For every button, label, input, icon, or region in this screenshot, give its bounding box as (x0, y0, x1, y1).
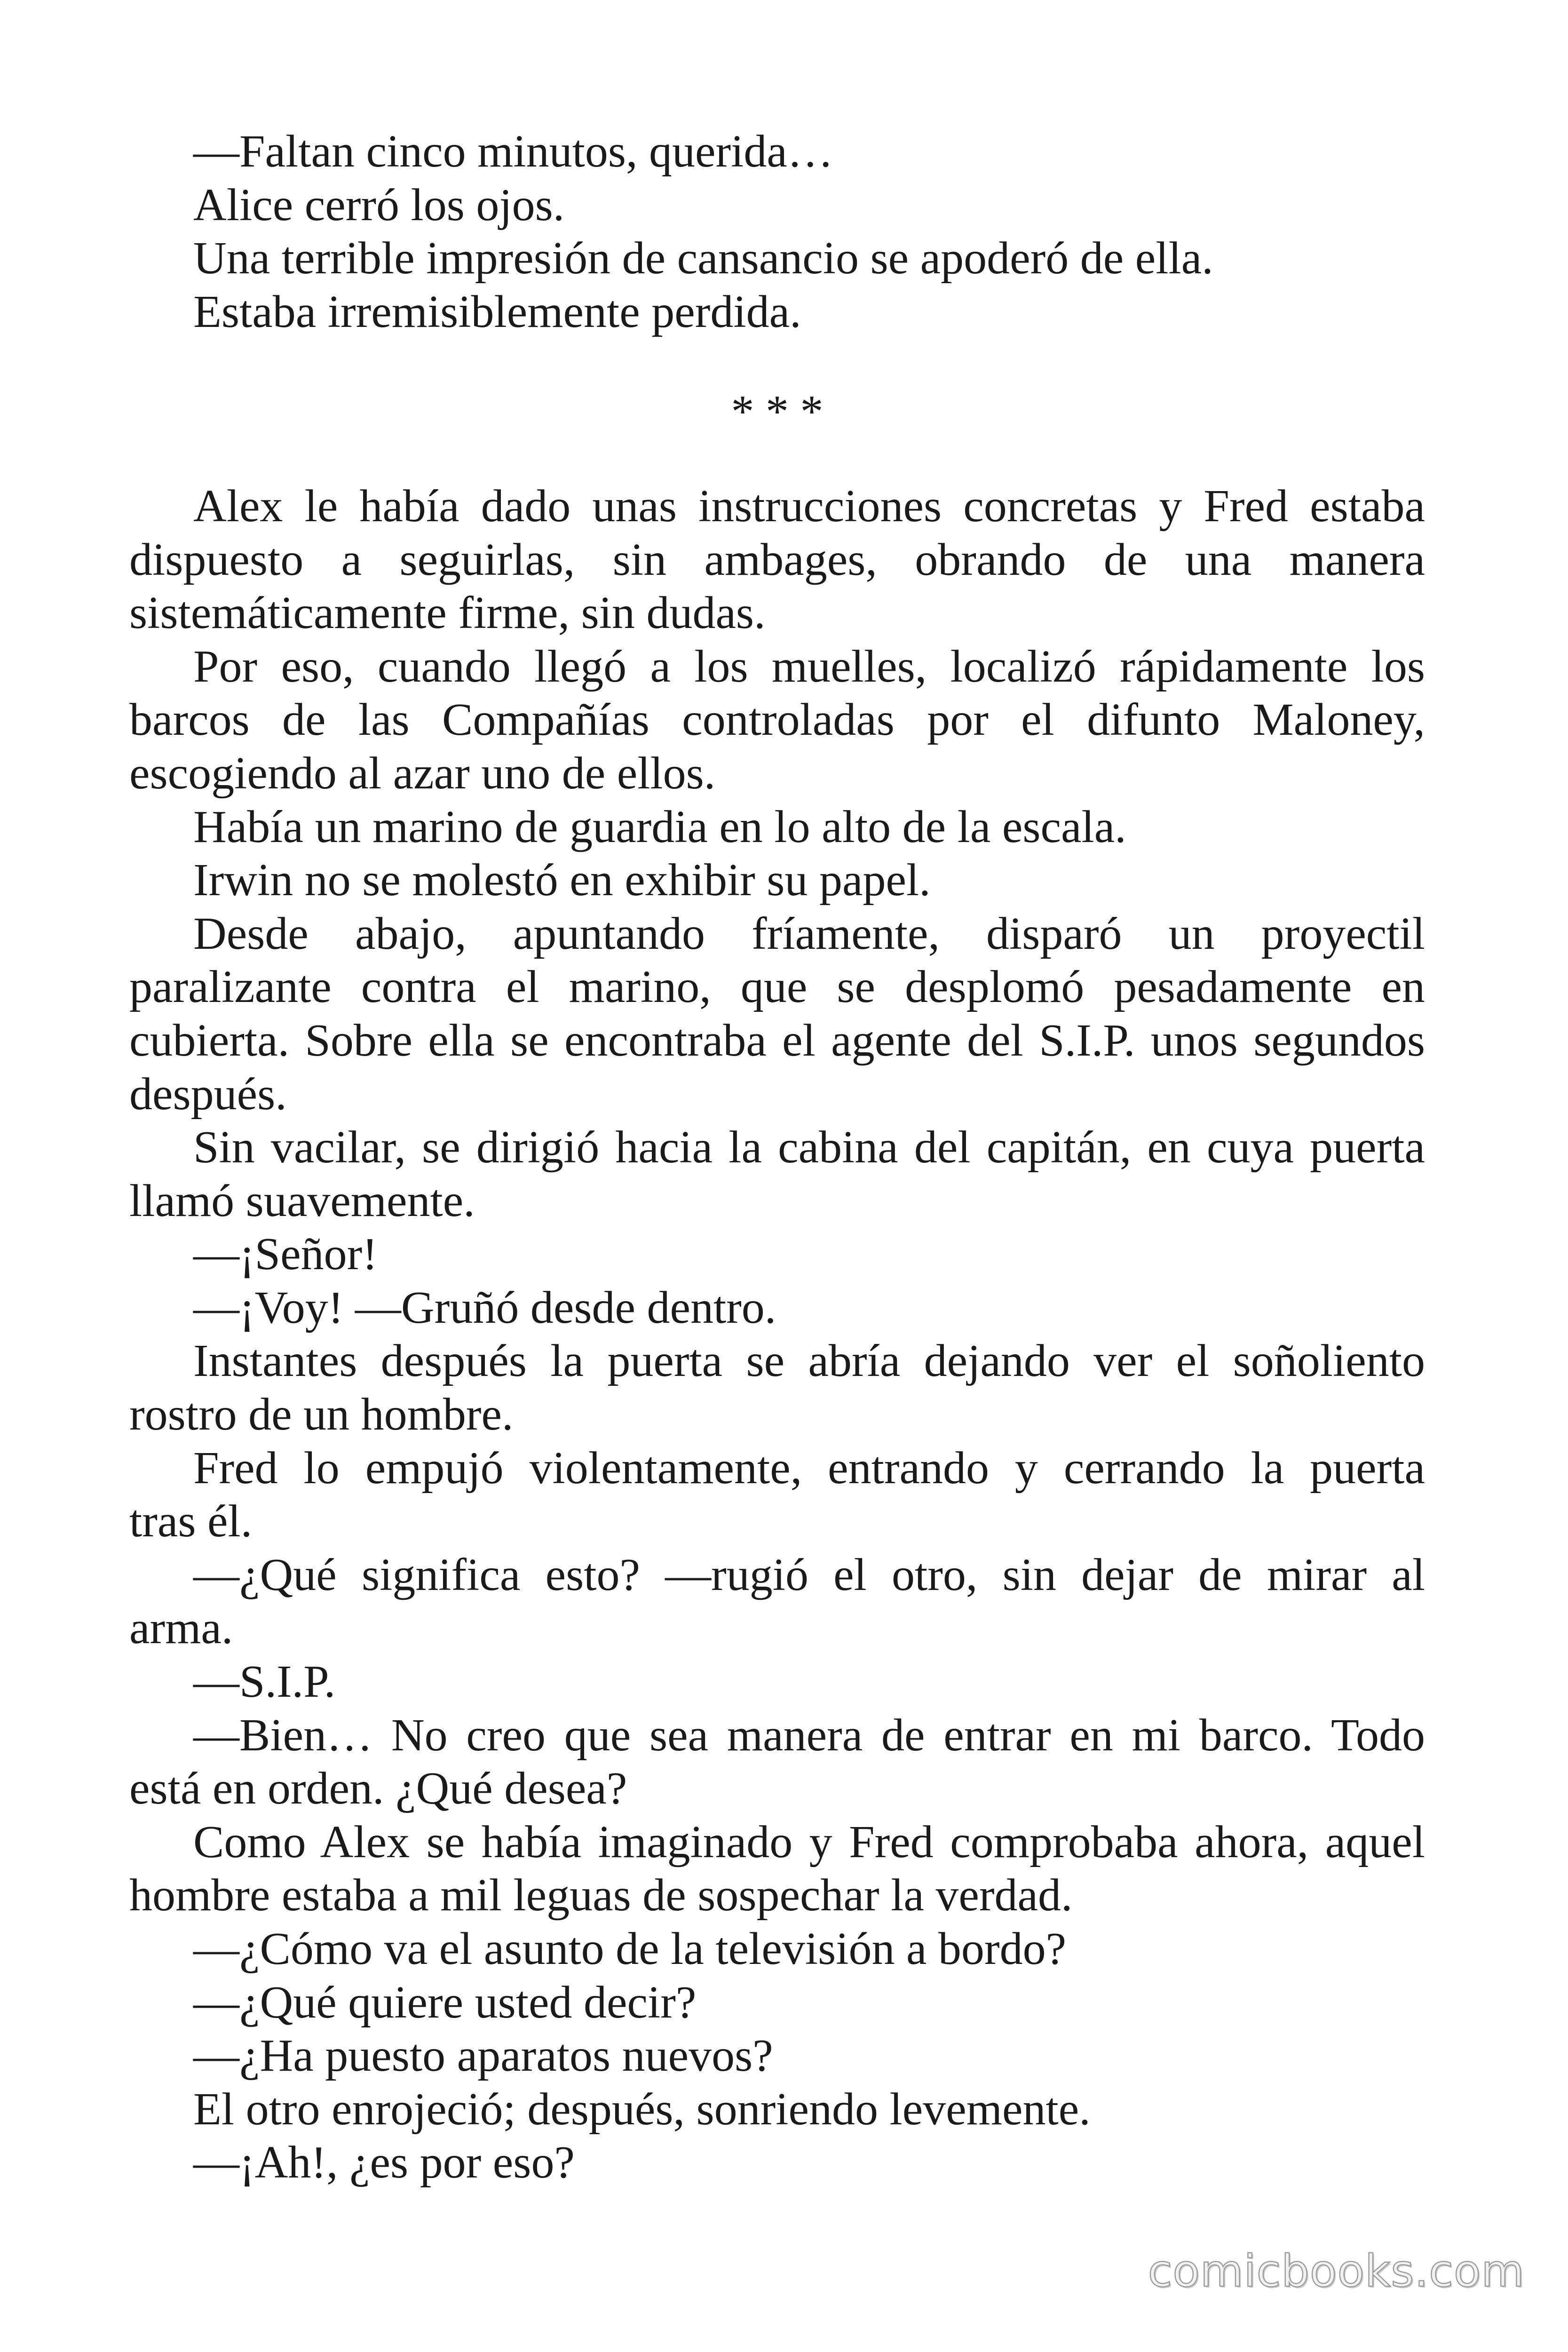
paragraph (129, 1121, 1425, 1228)
text-line: —¿Ha puesto aparatos nuevos? (193, 2030, 773, 2082)
paragraph (129, 1816, 1425, 1923)
text-line: —Faltan cinco minutos, querida… (193, 126, 833, 177)
text-line: arma. (129, 1603, 233, 1654)
text-line: El otro enrojeció; después, sonriendo levemente. (193, 2083, 1091, 2135)
paragraph (129, 2083, 1425, 2137)
text-line: cubierta. Sobre ella se encontraba el agente del S.I.P. unos segundos (129, 1015, 1425, 1066)
dialogue-paragraph (129, 1709, 1425, 1816)
text-line: está en orden. ¿Qué desea? (129, 1763, 627, 1814)
text-line: Instantes después la puerta se abría dejando ver el soñoliento (193, 1335, 1425, 1387)
dialogue-paragraph (129, 2136, 1425, 2190)
text-line: paralizante contra el marino, que se desplomó pesadamente en (129, 961, 1425, 1013)
paragraph (129, 1335, 1425, 1441)
text-line: —¡Señor! (193, 1229, 378, 1280)
text-line: —¡Ah!, ¿es por eso? (193, 2137, 575, 2188)
text-line: Sin vacilar, se dirigió hacia la cabina del capitán, en cuya puerta (193, 1122, 1425, 1173)
text-line: Por eso, cuando llegó a los muelles, localizó rápidamente los (193, 641, 1425, 692)
dialogue-paragraph (129, 1549, 1425, 1655)
text-line: dispuesto a seguirlas, sin ambages, obrando de una manera (129, 534, 1425, 585)
paragraph (129, 640, 1425, 801)
text-line: —¿Qué significa esto? —rugió el otro, sin dejar de mirar al (193, 1549, 1425, 1600)
text-line: Desde abajo, apuntando fríamente, disparó un proyectil (193, 908, 1425, 959)
dialogue-paragraph (129, 1976, 1425, 2030)
paragraph (129, 179, 1425, 232)
text-line: Había un marino de guardia en lo alto de la escala. (193, 801, 1126, 852)
text-line: sistemáticamente firme, sin dudas. (129, 588, 766, 639)
scene-break: * * * (731, 386, 824, 437)
text-line: escogiendo al azar uno de ellos. (129, 747, 716, 799)
paragraph (129, 854, 1425, 907)
text-line: barcos de las Compañías controladas por el difunto Maloney, (129, 694, 1425, 746)
dialogue-paragraph (129, 1281, 1425, 1335)
text-line: Estaba irremisiblemente perdida. (193, 286, 801, 337)
text-line: Irwin no se molestó en exhibir su papel. (193, 855, 931, 906)
watermark: comicbooks.com (1148, 2246, 1525, 2297)
paragraph (129, 801, 1425, 854)
paragraph (129, 1442, 1425, 1549)
text-line: tras él. (129, 1496, 253, 1547)
text-line: —¡Voy! —Gruñó desde dentro. (193, 1282, 776, 1333)
dialogue-paragraph (129, 125, 1425, 179)
text-line: —¿Cómo va el asunto de la televisión a bordo? (193, 1923, 1067, 1974)
text-line: rostro de un hombre. (129, 1389, 514, 1440)
text-line: Una terrible impresión de cansancio se apoderó de ella. (193, 233, 1213, 284)
paragraph (129, 480, 1425, 640)
dialogue-paragraph (129, 1655, 1425, 1709)
dialogue-paragraph (129, 1228, 1425, 1281)
text-line: Fred lo empujó violentamente, entrando y cerrando la puerta (193, 1442, 1425, 1494)
paragraph (129, 232, 1425, 286)
text-line: después. (129, 1068, 287, 1120)
text-line: —Bien… No creo que sea manera de entrar en mi barco. Todo (193, 1709, 1425, 1761)
text-line: llamó suavemente. (129, 1175, 475, 1226)
text-line: Alice cerró los ojos. (193, 179, 565, 230)
text-line: —¿Qué quiere usted decir? (193, 1977, 697, 2028)
text-line: Alex le había dado unas instrucciones concretas y Fred estaba (193, 480, 1425, 532)
text-line: Como Alex se había imaginado y Fred comprobaba ahora, aquel (193, 1816, 1425, 1867)
page-text (129, 125, 1425, 2190)
dialogue-paragraph (129, 1923, 1425, 1976)
paragraph (129, 286, 1425, 339)
text-line: —S.I.P. (193, 1656, 336, 1708)
paragraph (129, 907, 1425, 1121)
dialogue-paragraph (129, 2029, 1425, 2083)
text-line: hombre estaba a mil leguas de sospechar la verdad. (129, 1870, 1073, 1921)
